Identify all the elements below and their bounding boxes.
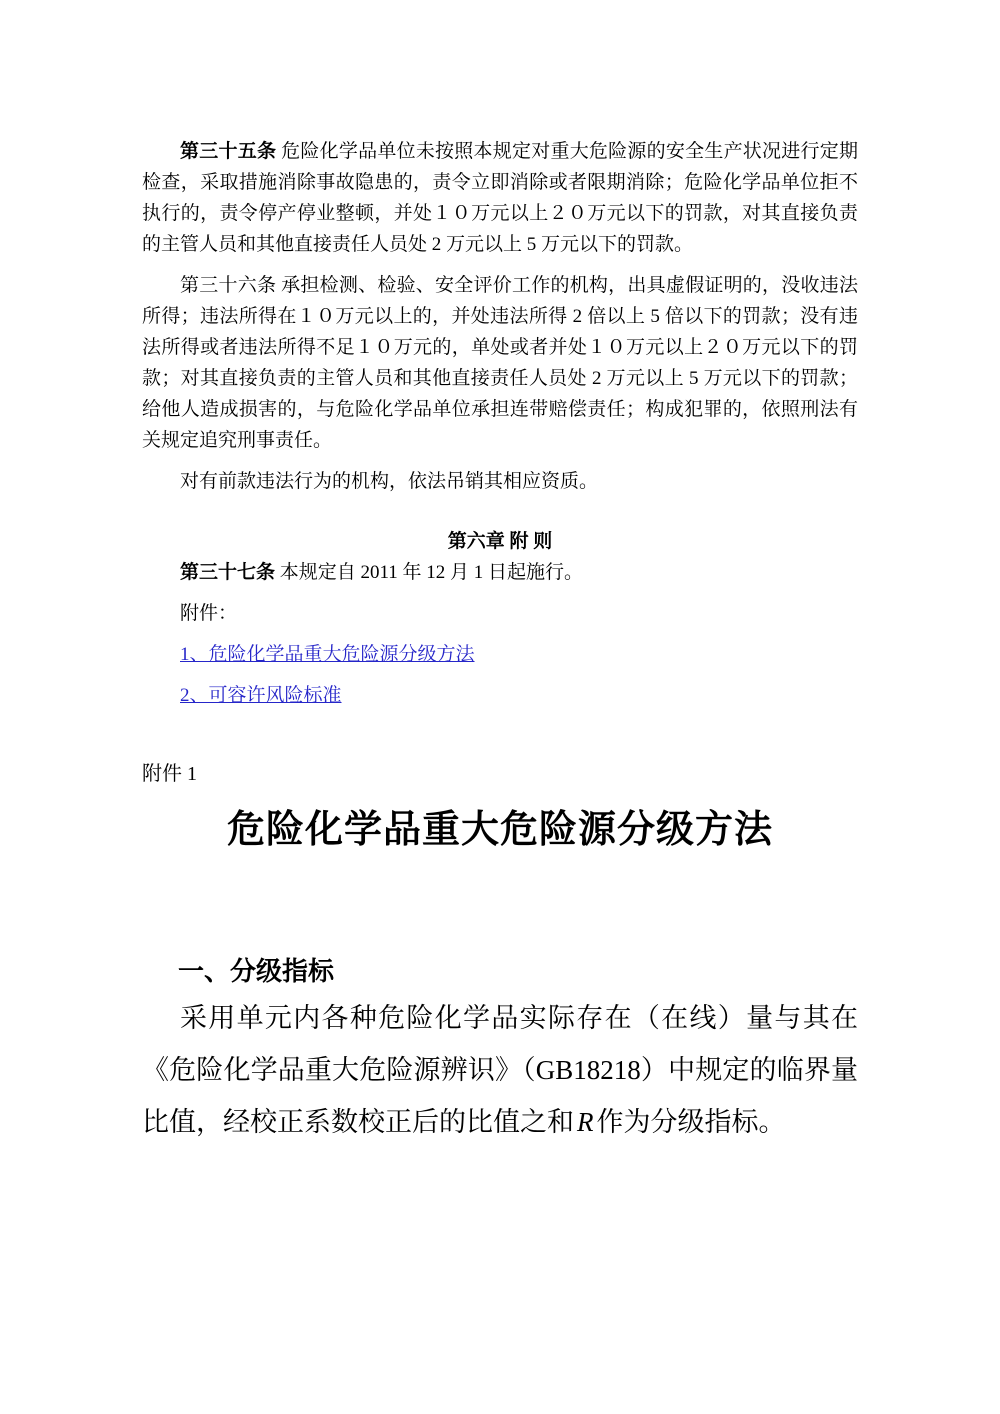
annex-1-label: 附件 1 bbox=[142, 763, 197, 785]
section-1-body-part2: 作为分级指标。 bbox=[596, 1107, 786, 1137]
article-37-text: 本规定自 2011 年 12 月 1 日起施行。 bbox=[275, 562, 584, 583]
article-36-paragraph: 第三十六条 承担检测、检验、安全评价工作的机构，出具虚假证明的，没收违法所得；违法所得在１０万元以上的，并处违法所得 2 倍以上 5 倍以下的罚款；没有违法所得或者违法所得不足１０万元的，单处或者并处１０万元以上２０万元以下的罚款；对其直接负责的主管人员和其他直接责任人员处 2 万元以上 5 万元以下的罚款；给他人造成损害的，与危险化学品单位承担连带赔偿责任；构成犯罪的，依照刑法有关规定追究刑事责任。 bbox=[142, 275, 858, 451]
attachment-link-1-row bbox=[142, 639, 858, 670]
attachment-link-1[interactable]: 1、危险化学品重大危险源分级方法 bbox=[180, 644, 475, 665]
article-37-paragraph bbox=[142, 557, 858, 588]
section-1-body-part1: 采用单元内各种危险化学品实际存在（在线）量与其在《危险化学品重大危险源辨识》（GB18218）中规定的临界量比值，经校正系数校正后的比值之和 bbox=[142, 1003, 858, 1137]
attachment-link-2-row bbox=[142, 680, 858, 711]
attachment-link-2[interactable]: 2、可容许风险标准 bbox=[180, 685, 342, 706]
attachments-label: 附件： bbox=[180, 603, 238, 624]
section-1-body bbox=[142, 992, 858, 1148]
section-1-heading: 一、分级指标 bbox=[178, 956, 335, 986]
revoke-qualification-paragraph: 对有前款违法行为的机构，依法吊销其相应资质。 bbox=[180, 471, 599, 492]
annex-1-title: 危险化学品重大危险源分级方法 bbox=[226, 809, 773, 851]
article-35-text: 危险化学品单位未按照本规定对重大危险源的安全生产状况进行定期检查，采取措施消除事故隐患的，责令立即消除或者限期消除；危险化学品单位拒不执行的，责令停产停业整顿，并处１０万元以上２０万元以下的罚款，对其直接负责的主管人员和其他直接责任人员处 2 万元以上 5 万元以下的罚款。 bbox=[142, 141, 858, 255]
article-35-label: 第三十五条 bbox=[180, 141, 277, 162]
article-35-paragraph bbox=[142, 136, 858, 260]
r-variable: R bbox=[577, 1107, 594, 1137]
article-37-label: 第三十七条 bbox=[180, 562, 276, 583]
chapter-6-heading: 第六章 附 则 bbox=[447, 531, 553, 552]
